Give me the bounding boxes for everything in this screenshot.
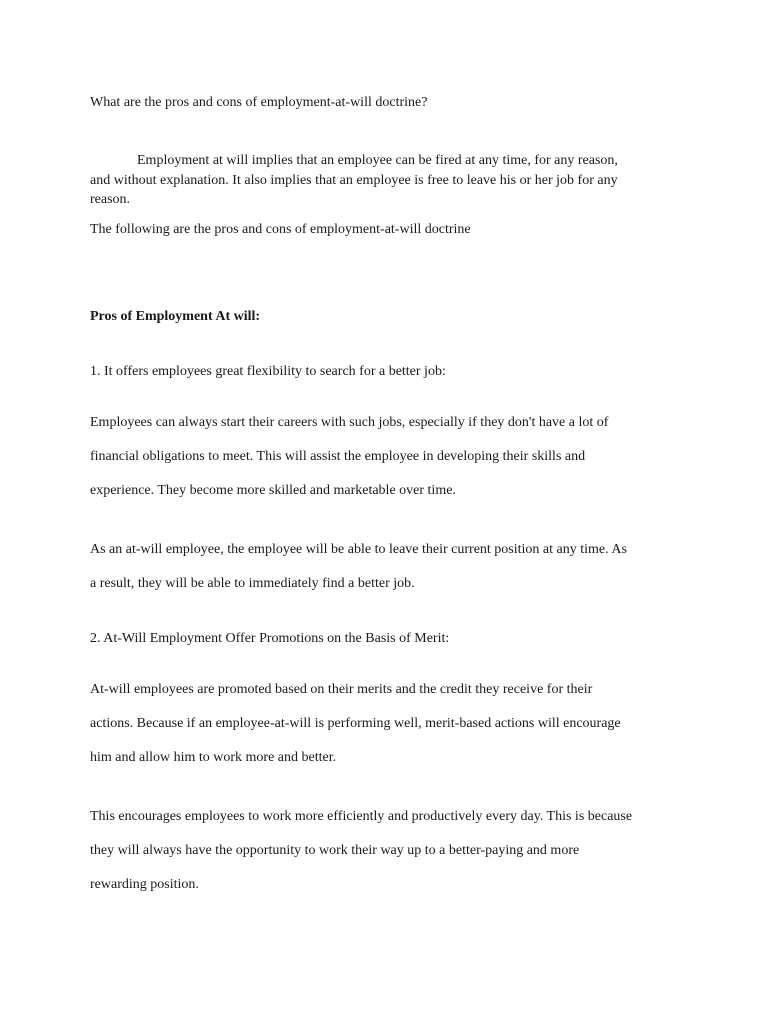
- question-title: What are the pros and cons of employment-at-will doctrine?: [90, 95, 428, 110]
- point-1-para-1-line-3: experience. They become more skilled and marketable over time.: [90, 483, 456, 498]
- intro-line-3: reason.: [90, 192, 131, 207]
- following-line: The following are the pros and cons of employment-at-will doctrine: [90, 222, 471, 237]
- point-1-para-1-line-1: Employees can always start their careers with such jobs, especially if they don't have a lot of: [90, 415, 609, 430]
- point-2-para-1-line-2: actions. Because if an employee-at-will is performing well, merit-based actions will encourage: [90, 716, 621, 731]
- point-2-title: 2. At-Will Employment Offer Promotions on the Basis of Merit:: [90, 631, 450, 646]
- point-2-para-1-line-1: At-will employees are promoted based on their merits and the credit they receive for their: [90, 682, 593, 697]
- point-2-para-1-line-3: him and allow him to work more and better.: [90, 750, 337, 765]
- intro-line-1: Employment at will implies that an employee can be fired at any time, for any reason,: [137, 153, 618, 168]
- point-2-para-2-line-3: rewarding position.: [90, 877, 199, 892]
- point-1-para-1-line-2: financial obligations to meet. This will assist the employee in developing their skills and: [90, 449, 586, 464]
- point-1-para-2-line-1: As an at-will employee, the employee will be able to leave their current position at any time. As: [90, 542, 627, 557]
- point-2-para-2-line-2: they will always have the opportunity to work their way up to a better-paying and more: [90, 843, 580, 858]
- point-1-title: 1. It offers employees great flexibility to search for a better job:: [90, 364, 446, 379]
- point-1-para-2-line-2: a result, they will be able to immediately find a better job.: [90, 576, 415, 591]
- pros-heading: Pros of Employment At will:: [90, 309, 261, 324]
- point-2-para-2-line-1: This encourages employees to work more efficiently and productively every day. This is because: [90, 809, 633, 824]
- intro-line-2: and without explanation. It also implies that an employee is free to leave his or her job for any: [90, 173, 618, 188]
